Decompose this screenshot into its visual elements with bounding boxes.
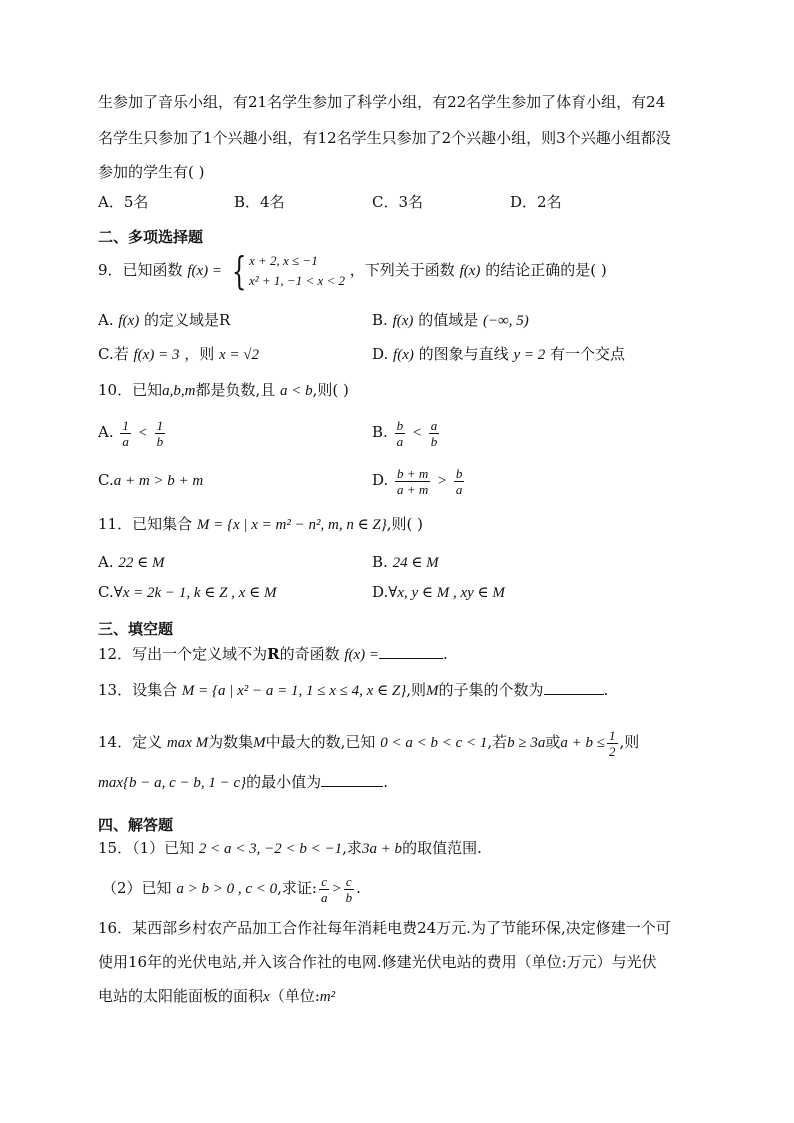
problem8-option-d: D．2名 xyxy=(510,193,562,211)
problem14-line1 xyxy=(98,722,639,762)
option-text: ，则 xyxy=(184,345,215,363)
problem14-max-m: max M xyxy=(166,735,209,751)
real-set-symbol: R xyxy=(267,645,280,663)
fraction xyxy=(319,874,330,905)
option-text-2: 有一个交点 xyxy=(550,345,626,363)
problem15-text-2: ,求 xyxy=(342,839,362,857)
fraction xyxy=(607,728,618,759)
option-label: B. xyxy=(372,311,388,329)
problem10-option-b xyxy=(372,412,441,452)
problem16-text-2: （单位: xyxy=(269,987,320,1005)
problem14-text-7: 的最小值为 xyxy=(246,773,322,791)
problem9-fx: f(x) = xyxy=(187,263,223,279)
problem9-stem-prefix: 9．已知函数 xyxy=(98,261,183,279)
option-math-2: (−∞, 5) xyxy=(482,313,529,329)
problem15-condition: 2 < a < 3, −2 < b < −1 xyxy=(198,841,343,857)
section-heading-multiple-choice: 二、多项选择题 xyxy=(98,228,204,246)
denominator: b xyxy=(156,433,164,449)
option-label: D. xyxy=(372,471,389,489)
problem15-period: . xyxy=(356,879,361,897)
denominator: b xyxy=(345,889,353,905)
left-brace-symbol: { xyxy=(231,249,247,293)
denominator: a xyxy=(455,481,463,497)
problem14-period: . xyxy=(383,773,388,791)
option-math: f(x) xyxy=(393,347,414,363)
problem14-text-4: ,若 xyxy=(487,733,508,751)
problem15-text: 15．（1）已知 xyxy=(98,839,195,857)
operator: > xyxy=(331,881,342,897)
option-label: C.若 xyxy=(98,345,129,363)
numerator: c xyxy=(344,874,355,890)
problem11-set: M = {x | x = m² − n², m, n ∈ Z} xyxy=(196,517,387,533)
numerator: b xyxy=(455,465,463,481)
problem12-period: . xyxy=(443,645,448,663)
option-math: f(x) xyxy=(392,313,414,329)
problem14-text: 14．定义 xyxy=(98,733,163,751)
problem15-part1 xyxy=(98,838,482,859)
fraction xyxy=(155,418,166,449)
option-text: 的定义域是R xyxy=(144,311,231,329)
denominator: a xyxy=(320,889,328,905)
section-heading-fill-in: 三、填空题 xyxy=(98,620,174,638)
option-label: A. xyxy=(98,553,114,571)
answer-blank[interactable] xyxy=(379,644,443,659)
problem14-condition-3: a + b ≤ xyxy=(560,735,605,751)
problem15-part2-condition: a > b > 0 , c < 0 xyxy=(176,881,278,897)
problem13-text: 13．设集合 xyxy=(98,681,178,699)
problem14-var: M xyxy=(253,735,266,751)
numerator: 1 xyxy=(609,727,616,743)
problem13 xyxy=(98,680,608,701)
problem10-number: 10．已知 xyxy=(98,381,163,399)
denominator: a xyxy=(122,433,129,449)
problem15-part2-text: （2）已知 xyxy=(102,879,172,897)
problem10-stem xyxy=(98,380,349,401)
problem14-text-6: ,则 xyxy=(619,733,640,751)
denominator: a + m xyxy=(397,481,429,497)
option-label: B. xyxy=(372,553,388,571)
problem10-text-end: ,则( ) xyxy=(312,381,349,399)
option-label: D. xyxy=(372,583,389,601)
problem10-option-d xyxy=(372,460,466,500)
numerator: b xyxy=(396,417,404,433)
numerator: a xyxy=(430,417,438,433)
denominator: 2 xyxy=(609,743,616,759)
option-label: C. xyxy=(98,583,114,601)
problem9-stem xyxy=(98,249,607,293)
option-label: D. xyxy=(372,345,389,363)
option-math: ∀x, y ∈ M , xy ∈ M xyxy=(388,585,505,601)
problem10-option-a xyxy=(98,412,167,452)
problem8-line3: 参加的学生有( ) xyxy=(98,163,205,181)
problem9-option-c xyxy=(98,344,259,365)
problem15-text-3: 的取值范围. xyxy=(402,839,482,857)
problem13-period: . xyxy=(603,681,609,699)
problem11-option-a xyxy=(98,552,165,573)
option-math: 24 ∈ M xyxy=(392,555,439,571)
problem9-stem-suffix-post: 的结论正确的是( ) xyxy=(485,261,607,279)
fraction xyxy=(344,874,355,905)
problem16-text: 电站的太阳能面板的面积 xyxy=(98,987,264,1005)
problem12-text-2: 的奇函数 xyxy=(279,645,340,663)
operator: < xyxy=(411,425,422,441)
problem14-text-5: 或 xyxy=(545,733,561,751)
problem12-text: 12．写出一个定义域不为 xyxy=(98,645,268,663)
problem16-line1: 16．某西部乡村农产品加工合作社每年消耗电费24万元.为了节能环保,决定修建一个可 xyxy=(98,919,671,937)
problem11-stem xyxy=(98,514,423,535)
option-math: a + m > b + m xyxy=(113,473,204,489)
problem10-text: 都是负数,且 xyxy=(195,381,276,399)
numerator: c xyxy=(319,874,330,890)
problem8-line2: 名学生只参加了1个兴趣小组，有12名学生只参加了2个兴趣小组，则3个兴趣小组都没 xyxy=(98,129,671,147)
option-label: A. xyxy=(98,311,114,329)
problem15-expression: 3a + b xyxy=(361,841,403,857)
problem8-option-c: C．3名 xyxy=(372,193,424,211)
piecewise-case-1: x + 2, x ≤ −1 xyxy=(248,253,318,268)
fraction xyxy=(395,466,430,497)
problem14-max-expression: max{b − a, c − b, 1 − c} xyxy=(98,775,247,791)
option-math: ∀x = 2k − 1, k ∈ Z , x ∈ M xyxy=(113,585,277,601)
option-text: 的图象与直线 xyxy=(418,345,509,363)
option-text: 的值域是 xyxy=(418,311,479,329)
problem9-fx-2: f(x) xyxy=(459,263,481,279)
problem14-text-2: 为数集 xyxy=(208,733,254,751)
problem9-option-a xyxy=(98,310,230,331)
problem16-var: x xyxy=(263,989,270,1005)
problem9-stem-suffix-pre: ，下列关于函数 xyxy=(349,261,455,279)
problem8-option-b: B．4名 xyxy=(234,193,285,211)
problem16-line3 xyxy=(98,986,335,1007)
option-math: f(x) = 3 xyxy=(133,347,180,363)
problem10-option-c xyxy=(98,470,203,491)
piecewise-case-2: x² + 1, −1 < x < 2 xyxy=(248,273,346,288)
problem16-line2: 使用16年的光伏电站,并入该合作社的电网.修建光伏电站的费用（单位:万元）与光伏 xyxy=(98,953,657,971)
problem14-line2 xyxy=(98,772,388,793)
fraction xyxy=(395,418,406,449)
fraction xyxy=(429,418,440,449)
option-math-2: y = 2 xyxy=(513,347,546,363)
problem12-math: f(x) = xyxy=(344,647,380,663)
option-label: C. xyxy=(98,471,114,489)
problem11-option-b xyxy=(372,552,439,573)
option-label: B. xyxy=(372,423,388,441)
problem11-text: 11．已知集合 xyxy=(98,515,193,533)
problem10-condition: a < b xyxy=(280,383,313,399)
option-math: 22 ∈ M xyxy=(118,555,165,571)
problem9-option-d xyxy=(372,344,625,365)
option-label: A. xyxy=(98,423,114,441)
problem13-set: M = {a | x² − a = 1, 1 ≤ x ≤ 4, x ∈ Z} xyxy=(181,683,407,699)
problem13-var: M xyxy=(426,683,439,699)
operator: < xyxy=(137,425,148,441)
problem9-option-b xyxy=(372,310,529,331)
problem14-text-3: 中最大的数,已知 xyxy=(265,733,376,751)
problem11-option-d xyxy=(372,582,505,603)
option-math-2: x = √2 xyxy=(219,347,260,363)
problem16-unit: m² xyxy=(319,989,336,1005)
problem10-vars: a,b,m xyxy=(162,383,196,399)
problem14-condition: 0 < a < b < c < 1 xyxy=(380,735,488,751)
fraction xyxy=(454,466,465,497)
option-math: f(x) xyxy=(118,313,140,329)
problem12 xyxy=(98,644,448,665)
problem14-condition-2: b ≥ 3a xyxy=(507,735,546,751)
numerator: 1 xyxy=(122,417,129,433)
problem15-part2-text-2: ,求证: xyxy=(277,879,317,897)
section-heading-solutions: 四、解答题 xyxy=(98,816,174,834)
problem13-text-2: ,则 xyxy=(406,681,427,699)
problem15-part2 xyxy=(102,868,361,908)
numerator: 1 xyxy=(156,417,164,433)
problem11-option-c xyxy=(98,582,276,603)
problem8-line1: 生参加了音乐小组，有21名学生参加了科学小组，有22名学生参加了体育小组，有24 xyxy=(98,93,666,111)
problem13-text-3: 的子集的个数为 xyxy=(438,681,544,699)
fraction xyxy=(120,418,131,449)
denominator: a xyxy=(396,433,404,449)
numerator: b + m xyxy=(397,465,429,481)
problem8-option-a: A．5名 xyxy=(98,193,149,211)
answer-blank[interactable] xyxy=(544,680,604,695)
piecewise-cases xyxy=(249,251,345,291)
answer-blank[interactable] xyxy=(321,772,383,787)
problem11-text-end: ,则( ) xyxy=(386,515,424,533)
denominator: b xyxy=(430,433,438,449)
operator: > xyxy=(437,473,448,489)
